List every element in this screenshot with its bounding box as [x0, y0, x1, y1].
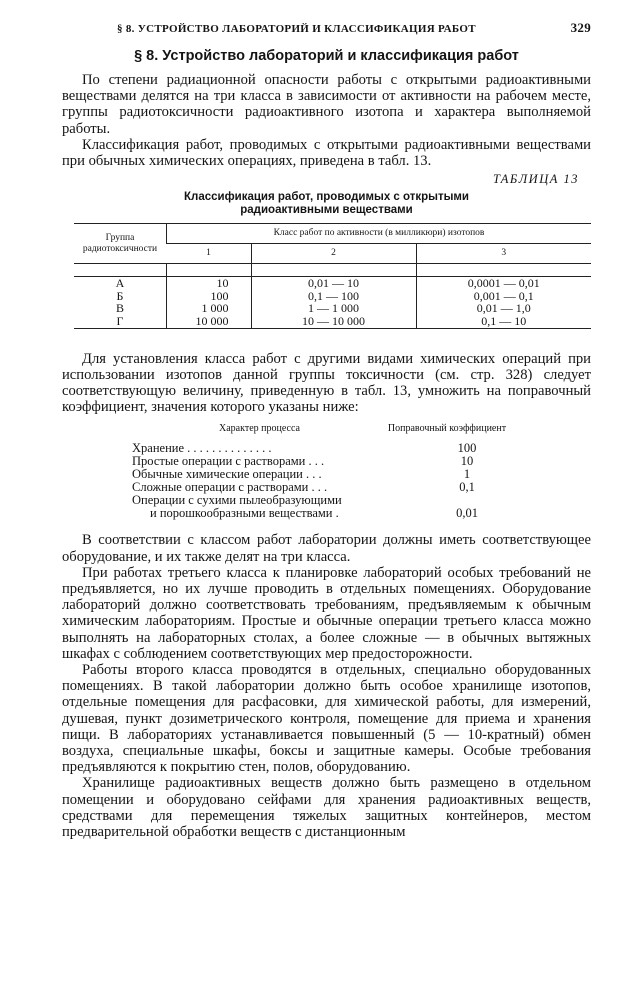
class3-cell: 0,0001 — 0,01 [467, 276, 540, 291]
group-column [74, 277, 167, 328]
coefficient-row [132, 507, 542, 520]
table-body-row [74, 277, 591, 328]
class2-column [251, 277, 416, 328]
class1-cell: 10 [216, 276, 229, 291]
process-name: Хранение . . . . . . . . . . . . . . [132, 441, 272, 456]
coefficient-value: 0,01 [456, 506, 478, 521]
group-cell: Г [116, 314, 124, 328]
process-name: Простые операции с растворами . . . [132, 454, 325, 469]
table-caption-line: Классификация работ, проводимых с открытыми [184, 191, 469, 204]
process-header: Характер процесса [219, 423, 300, 435]
paragraph: Классификация работ, проводимых с открытыми радиоактивными веществами при обычных химических операциях, приведена в табл. 13. [62, 136, 591, 170]
paragraph: Для установления класса работ с другими видами химических операций при использовании изотопов данной группы токсичности (см. стр. 328) следует соответствующую величину, приведенную в табл. 13, умножить на поправочный коэффициент, значения которого указаны ниже: [62, 350, 591, 416]
coefficient-value-header: Поправочный коэффициент [387, 423, 507, 435]
class2-cell: 0,1 — 100 [308, 288, 359, 303]
section-title: § 8. Устройство лабораторий и классификация работ [134, 48, 519, 64]
process-name: Сложные операции с растворами . . . [132, 480, 328, 495]
group-cell: Б [116, 288, 124, 303]
coefficient-header [132, 423, 542, 434]
process-name [132, 507, 422, 520]
class2-cell: 1 — 1 000 [308, 301, 359, 316]
class-column-header: 3 [416, 244, 591, 264]
paragraph: В соответствии с классом работ лаборатории должны иметь соответствующее оборудование, и их также делят на три класса. [62, 532, 591, 565]
class3-cell: 0,1 — 10 [481, 314, 527, 328]
class3-cell: 0,001 — 0,1 [473, 288, 534, 303]
table-label: ТАБЛИЦА 13 [493, 172, 579, 187]
table-caption [62, 191, 591, 217]
coefficient-value: 100 [457, 441, 477, 456]
group-header: Группа радиотоксичности [74, 224, 167, 264]
paragraph: Работы второго класса проводятся в отдельных, специально оборудованных помещениях. В такой лаборатории должно быть особое хранилище изотопов, отдельные помещения для расфасовки, для химической работы, для измерений, душевая, пункт дозиметрического контроля, помещение для приема и хранения пищи. В лабораториях устанавливается повышенный (5 — 10-кратный) обмен воздуха, специальные шкафы, боксы и защитные камеры. Особые требования предъявляются к покрытию стен, полов, оборудованию. [62, 662, 591, 776]
classification-table [74, 223, 591, 328]
process-name-continuation: и порошкообразными веществами . [150, 506, 339, 521]
paragraph: При работах третьего класса к планировке лабораторий особых требований не предъявляется, но их лучше проводить в отдельных помещениях. Оборудование лабораторий должно соответствовать требованиям, предъявляемым к обычным химическим лабораториям. Простые и обычные операции третьего класса можно выполнять на лабораторных столах, а более сложные — в обычных вытяжных шкафах с соблюдением соответствующих мер предосторожности. [62, 564, 591, 662]
coefficient-value: 1 [463, 467, 471, 482]
spacer-row [74, 264, 591, 277]
paragraph: По степени радиационной опасности работы с открытыми радиоактивными веществами делятся на три класса в зависимости от активности на рабочем месте, группы радиотоксичности радиоактивного изотопа и характера выполняемой работы. [62, 72, 591, 137]
class1-cell: 1 000 [201, 301, 229, 316]
class1-column [167, 277, 252, 328]
class1-cell: 10 000 [195, 314, 229, 328]
page-number: 329 [570, 20, 591, 35]
group-cell: А [115, 276, 125, 291]
running-head [62, 20, 591, 36]
class2-cell: 10 — 10 000 [302, 314, 365, 328]
class-header: Класс работ по активности (в милликюри) изотопов [167, 224, 592, 244]
coefficient-list [132, 423, 542, 520]
coefficient-value: 10 [460, 454, 474, 469]
group-cell: В [115, 301, 124, 316]
process-name: Операции с сухими пылеобразующими [132, 493, 342, 508]
running-head-title: § 8. УСТРОЙСТВО ЛАБОРАТОРИЙ И КЛАССИФИКАЦИЯ РАБОТ [117, 23, 476, 35]
class3-cell: 0,01 — 1,0 [476, 301, 531, 316]
process-name: Обычные химические операции . . . [132, 467, 322, 482]
class-column-header: 2 [251, 244, 416, 264]
class3-column [416, 277, 591, 328]
paragraph: Хранилище радиоактивных веществ должно быть размещено в отдельном помещении и оборудовано сейфами для хранения радиоактивных веществ, средствами для перемещения тяжелых защитных контейнеров, местом предварительной обработки веществ с дистанционным [62, 775, 591, 841]
class2-cell: 0,01 — 10 [308, 276, 359, 291]
table-caption-line: радиоактивными веществами [240, 204, 413, 217]
coefficient-value: 0,1 [459, 480, 475, 495]
class1-cell: 100 [210, 288, 229, 303]
class-column-header: 1 [167, 244, 252, 264]
